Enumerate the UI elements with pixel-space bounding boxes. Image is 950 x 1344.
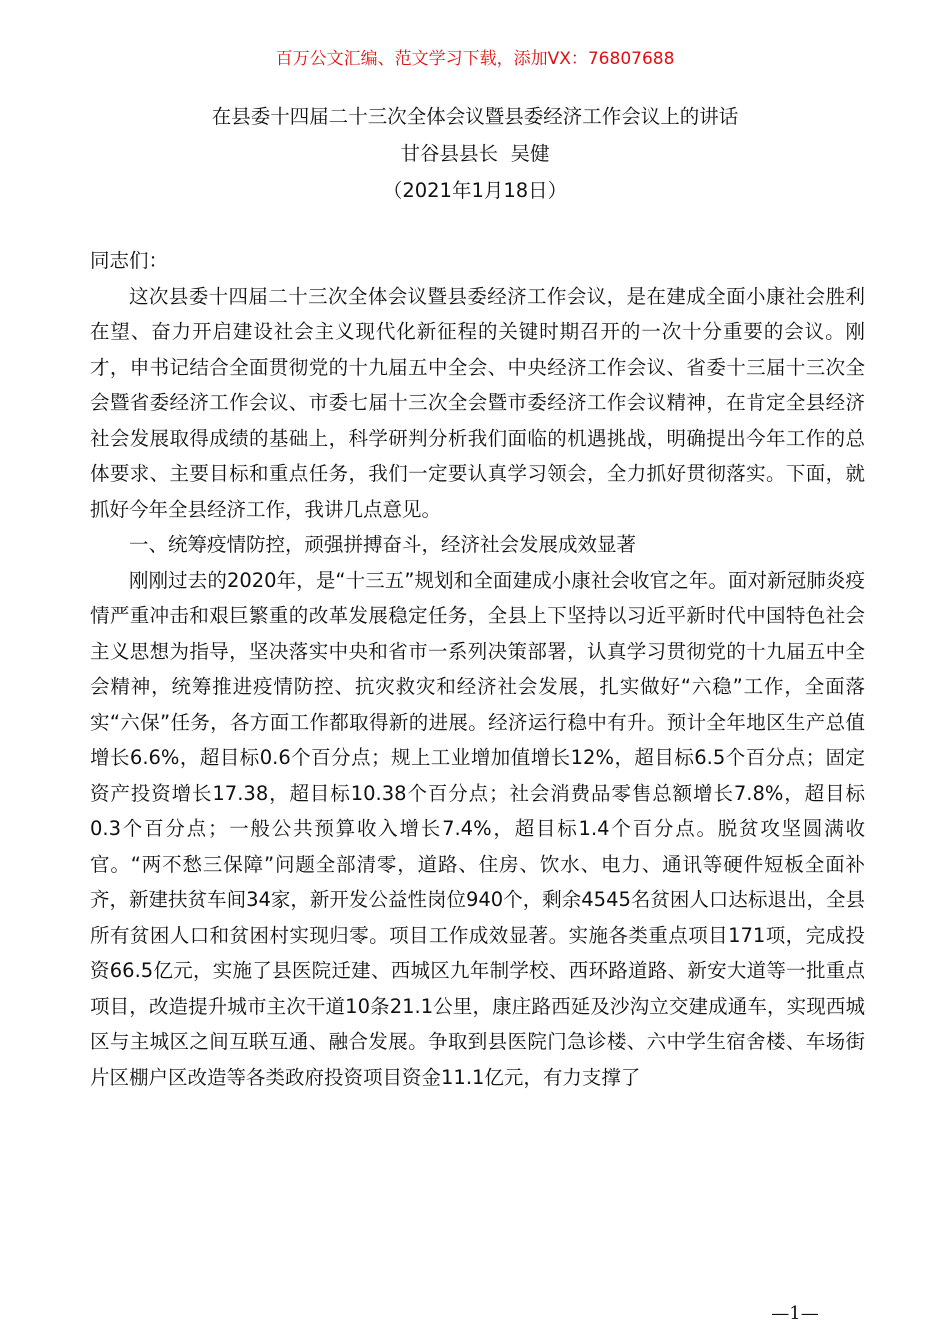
document-author: 甘谷县县长 吴健 [400, 142, 550, 165]
promo-banner-text: 百万公文汇编、范文学习下载，添加VX：76807688 [275, 49, 675, 69]
page-number: —1— [771, 1303, 819, 1324]
document-title: 在县委十四届二十三次全体会议暨县委经济工作会议上的讲话 [211, 105, 739, 128]
paragraph-intro: 这次县委十四届二十三次全体会议暨县委经济工作会议，是在建成全面小康社会胜利在望、奋力开启建设社会主义现代化新征程的关键时期召开的一次十分重要的会议。刚才，申书记结合全面贯彻党的十九届五中全会、中央经济工作会议、省委十三届十三次全会暨省委经济工作会议、市委七届十三次全会暨市委经济工作会议精神，在肯定全县经济社会发展取得成绩的基础上，科学研判分析我们面临的机遇挑战，明确提出今年工作的总体要求、主要目标和重点任务，我们一定要认真学习领会，全力抓好贯彻落实。下面，就抓好今年全县经济工作，我讲几点意见。 [90, 284, 865, 521]
document-date: （2021年1月18日） [382, 179, 568, 202]
document-heading [0, 98, 950, 209]
promo-banner [0, 46, 950, 72]
salutation: 同志们： [90, 249, 169, 272]
document-body [90, 243, 865, 1095]
section-heading: 一、统筹疫情防控，顽强拼搏奋斗，经济社会发展成效显著 [129, 533, 637, 556]
paragraph-review: 刚刚过去的2020年，是“十三五”规划和全面建成小康社会收官之年。面对新冠肺炎疫情严重冲击和艰巨繁重的改革发展稳定任务，全县上下坚持以习近平新时代中国特色社会主义思想为指导，坚决落实中央和省市一系列决策部署，认真学习贯彻党的十九届五中全会精神，统筹推进疫情防控、抗灾救灾和经济社会发展，扎实做好“六稳”工作，全面落实“六保”任务，各方面工作都取得新的进展。经济运行稳中有升。预计全年地区生产总值增长6.6%，超目标0.6个百分点；规上工业增加值增长12%，超目标6.5个百分点；固定资产投资增长17.38，超目标10.38个百分点；社会消费品零售总额增长7.8%，超目标0.3个百分点；一般公共预算收入增长7.4%，超目标1.4个百分点。脱贫攻坚圆满收官。“两不愁三保障”问题全部清零，道路、住房、饮水、电力、通讯等硬件短板全面补齐，新建扶贫车间34家，新开发公益性岗位940个，剩余4545名贫困人口达标退出，全县所有贫困人口和贫困村实现归零。项目工作成效显著。实施各类重点项目171项，完成投资66.5亿元，实施了县医院迁建、西城区九年制学校、西环路道路、新安大道等一批重点项目，改造提升城市主次干道10条21.1公里，康庄路西延及沙沟立交建成通车，实现西城区与主城区之间互联互通、融合发展。争取到县医院门急诊楼、六中学生宿舍楼、车场街片区棚户区改造等各类政府投资项目资金11.1亿元，有力支撑了 [90, 568, 865, 1089]
